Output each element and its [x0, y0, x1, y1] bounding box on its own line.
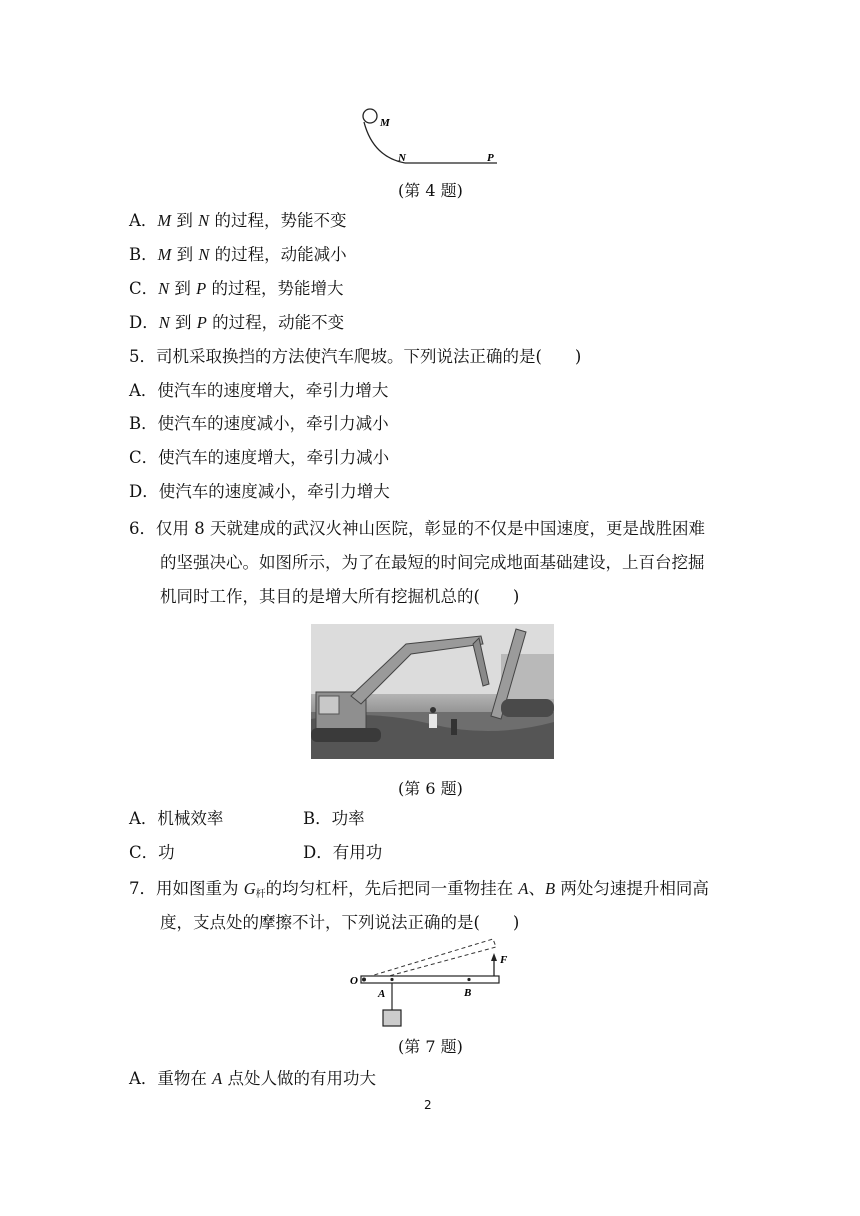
label-f: F: [500, 954, 508, 966]
q7-option-a: A．重物在 A 点处人做的有用功大: [129, 1069, 377, 1088]
q6-option-d: D．有用功: [303, 843, 383, 862]
figure-7-lever-diagram: [345, 935, 515, 1030]
q5-option-a: A．使汽车的速度增大，牵引力增大: [129, 381, 389, 400]
figure-7-caption: (第 7 题): [398, 1037, 463, 1056]
q4-option-b: B．M 到 N 的过程，动能减小: [129, 245, 347, 264]
figure-4-caption: (第 4 题): [398, 181, 463, 200]
figure-6-caption: (第 6 题): [398, 779, 463, 798]
q4-option-c: C．N 到 P 的过程，势能增大: [129, 279, 344, 298]
q5-option-b: B．使汽车的速度减小，牵引力减小: [129, 414, 389, 433]
q6-option-b: B．功率: [303, 809, 365, 828]
figure-4-diagram: [355, 105, 505, 167]
q4-option-d: D．N 到 P 的过程，动能不变: [129, 313, 345, 332]
excavator-illustration: [311, 624, 554, 759]
q7-stem-line-2: 度，支点处的摩擦不计，下列说法正确的是( ): [160, 913, 520, 932]
q5-option-d: D．使汽车的速度减小，牵引力增大: [129, 482, 390, 501]
page-number: 2: [424, 1098, 432, 1112]
q6-stem-line-3: 机同时工作，其目的是增大所有挖掘机总的( ): [160, 587, 520, 606]
q4-option-a: A．M 到 N 的过程，势能不变: [129, 211, 347, 230]
label-p: P: [487, 152, 494, 164]
label-a: A: [378, 988, 386, 1000]
label-b: B: [464, 987, 472, 999]
q6-stem-line-1: 6．仅用 8 天就建成的武汉火神山医院，彰显的不仅是中国速度，更是战胜困难: [129, 519, 705, 538]
q7-stem-line-1: 7．用如图重为 $G_杆$的均匀杠杆，先后把同一重物挂在 A、B 两处匀速提升相同高: [129, 879, 709, 900]
q5-option-c: C．使汽车的速度增大，牵引力减小: [129, 448, 390, 467]
q5-stem: 5．司机采取换挡的方法使汽车爬坡。下列说法正确的是( ): [129, 347, 582, 366]
label-m: M: [380, 117, 390, 129]
q6-stem-line-2: 的坚强决心。如图所示，为了在最短的时间完成地面基础建设，上百台挖掘: [160, 553, 705, 572]
label-o: O: [350, 975, 358, 987]
q6-option-a: A．机械效率: [129, 809, 224, 828]
excavator-photo: [311, 624, 554, 759]
label-n: N: [398, 152, 406, 164]
q6-option-c: C．功: [129, 843, 175, 862]
